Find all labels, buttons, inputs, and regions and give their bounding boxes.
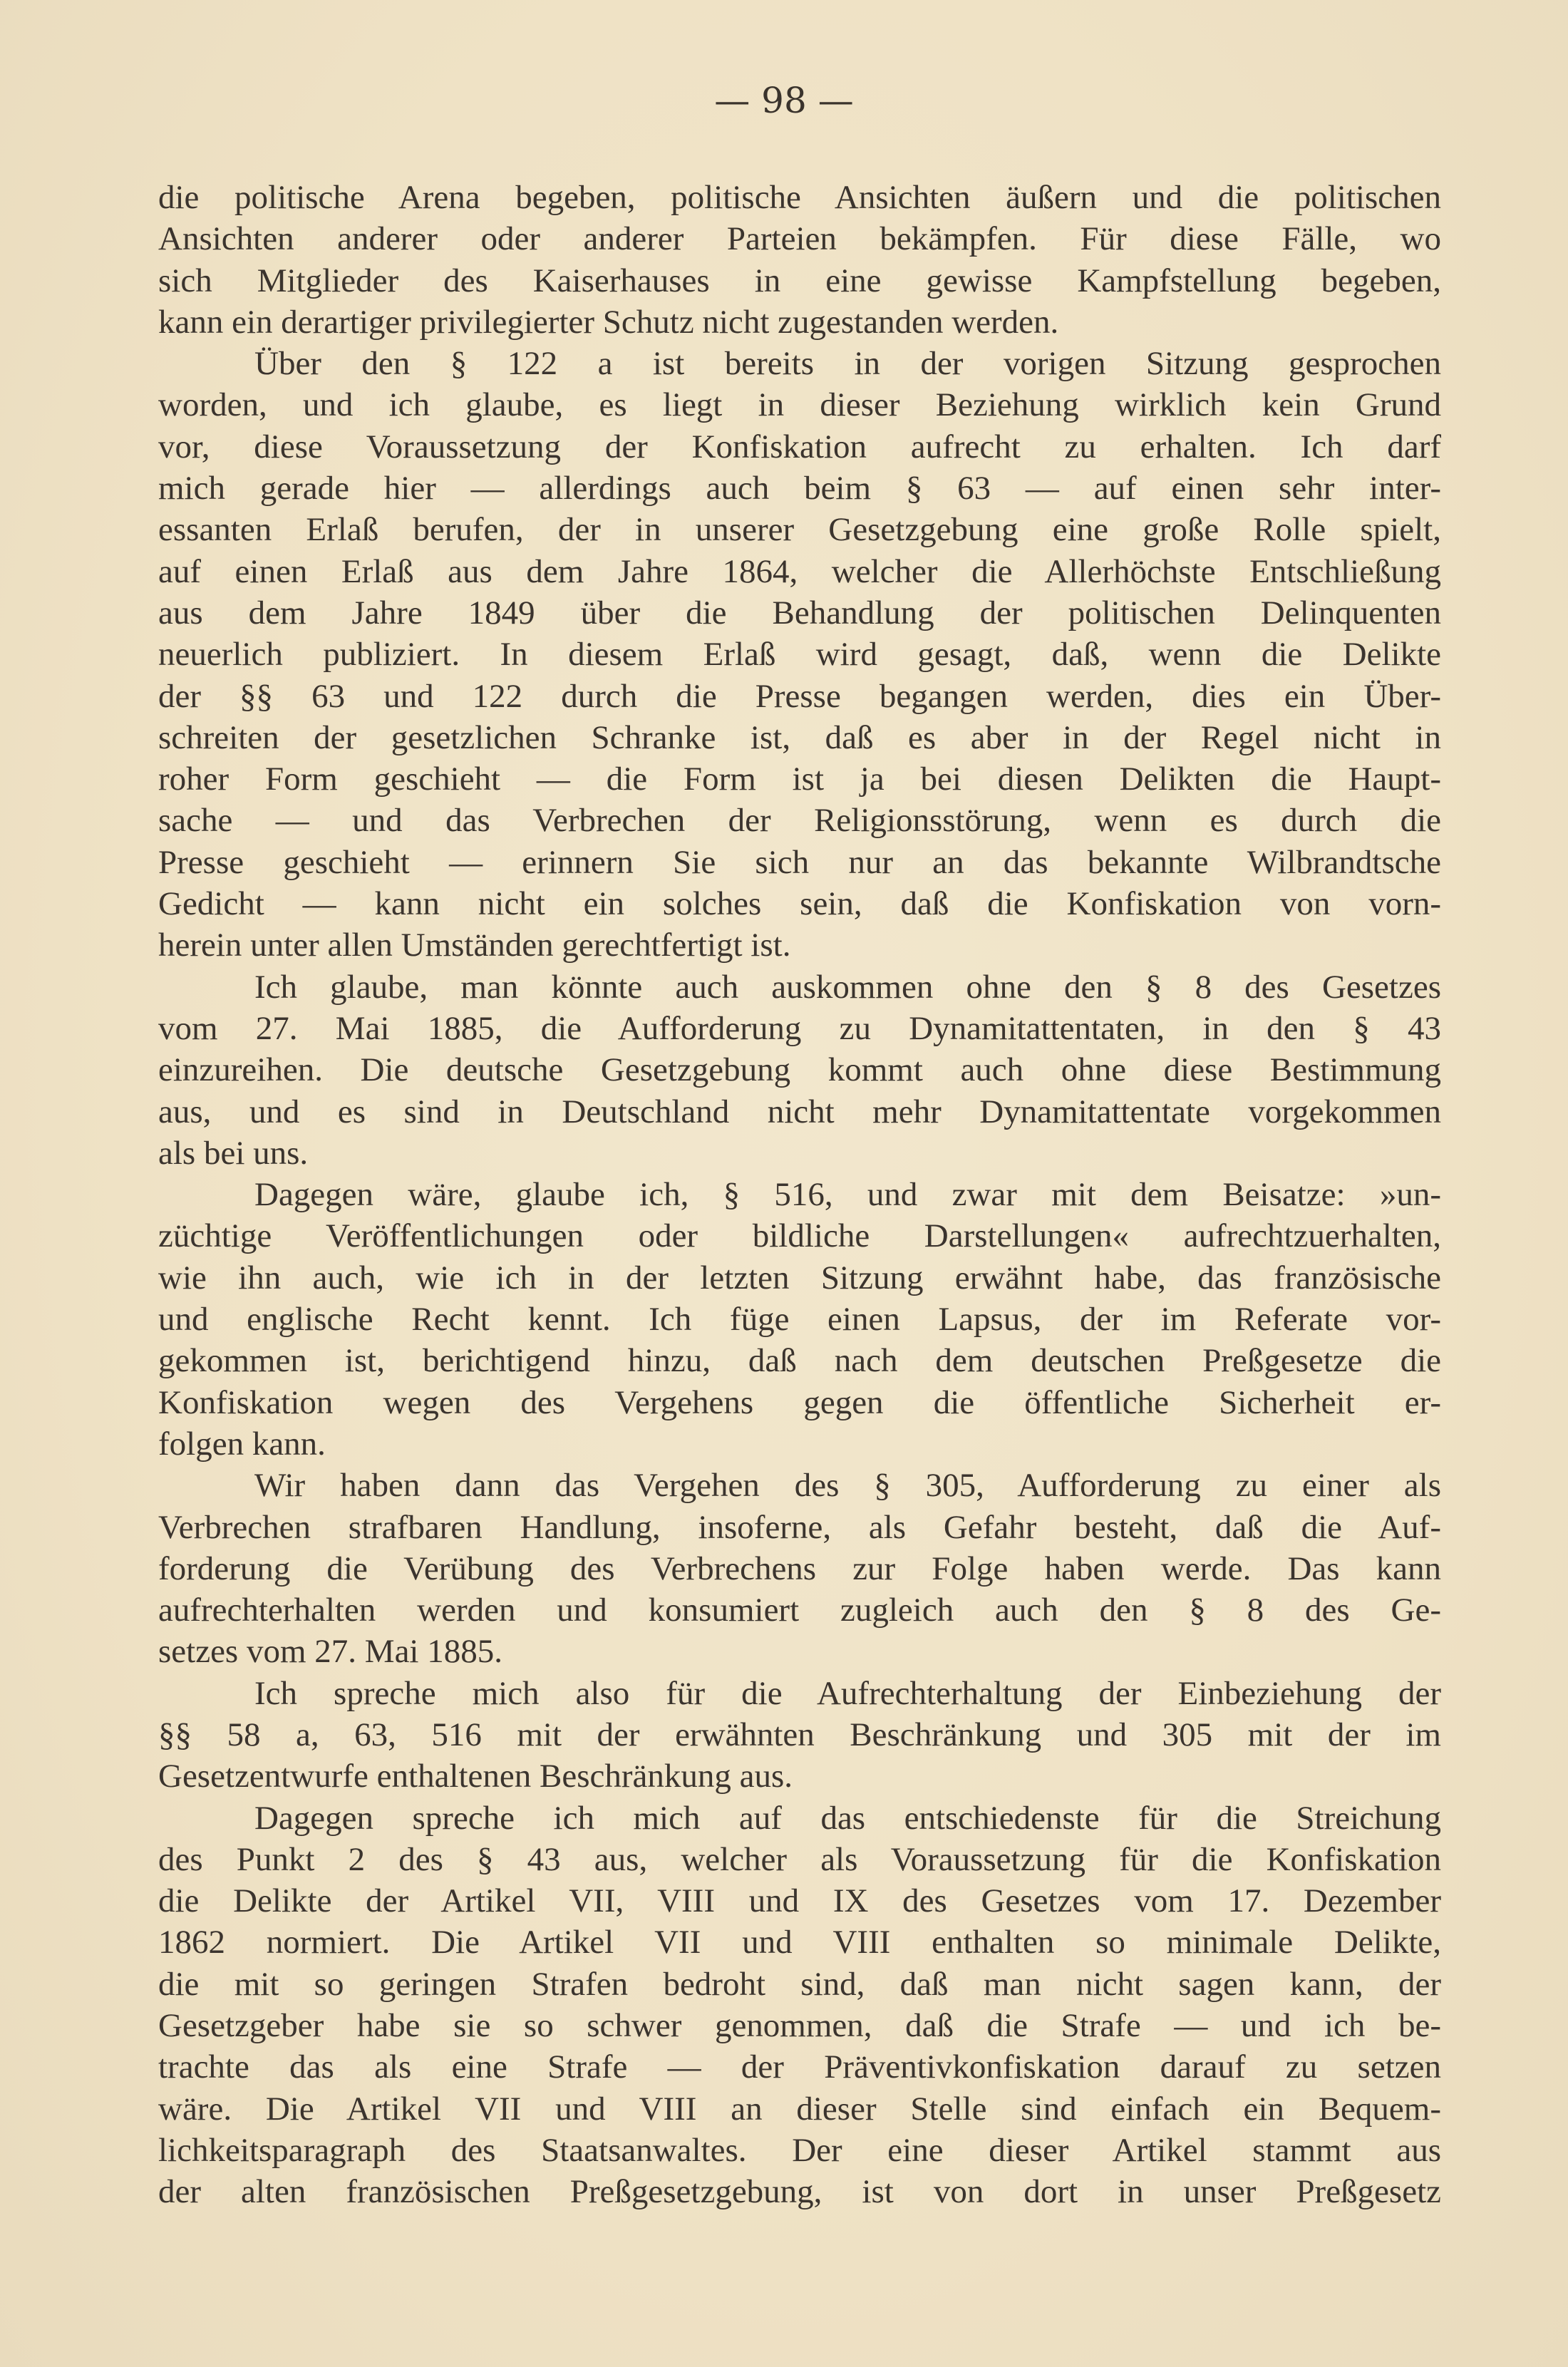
text-line: mich gerade hier — allerdings auch beim § 63 — auf einen sehr inter- [158, 470, 1441, 507]
text-line: Verbrechen strafbaren Handlung, insoferne, als Gefahr besteht, daß die Auf- [158, 1508, 1441, 1546]
text-line: Dagegen spreche ich mich auf das entschiedenste für die Streichung [254, 1799, 1441, 1837]
text-line: auf einen Erlaß aus dem Jahre 1864, welcher die Allerhöchste Entschließung [158, 552, 1441, 590]
text-line: 1862 normiert. Die Artikel VII und VIII enthalten so minimale Delikte, [158, 1924, 1441, 1961]
text-line: sich Mitglieder des Kaiserhauses in eine gewisse Kampfstellung begeben, [158, 262, 1441, 299]
text-line: und englische Recht kennt. Ich füge einen Lapsus, der im Referate vor- [158, 1301, 1441, 1339]
text-line: aus dem Jahre 1849 über die Behandlung der politischen Delinquenten [158, 594, 1441, 631]
body-text [158, 177, 1441, 2213]
text-line: aus, und es sind in Deutschland nicht mehr Dynamitattentate vorgekommen [158, 1093, 1441, 1130]
text-line: der §§ 63 und 122 durch die Presse begangen werden, dies ein Über- [158, 677, 1441, 715]
text-line: worden, und ich glaube, es liegt in dieser Beziehung wirklich kein Grund [158, 386, 1441, 424]
text-line: die politische Arena begeben, politische Ansichten äußern und die politischen [158, 179, 1441, 216]
text-line: kann ein derartiger privilegierter Schutz nicht zugestanden werden. [158, 303, 1059, 341]
text-line: §§ 58 a, 63, 516 mit der erwähnten Beschränkung und 305 mit der im [158, 1716, 1441, 1753]
text-line: Ansichten anderer oder anderer Parteien bekämpfen. Für diese Fälle, wo [158, 220, 1441, 258]
text-line: folgen kann. [158, 1425, 326, 1463]
text-line: neuerlich publiziert. In diesem Erlaß wird gesagt, daß, wenn die Delikte [158, 636, 1441, 674]
text-line: setzes vom 27. Mai 1885. [158, 1633, 502, 1671]
text-line: Dagegen wäre, glaube ich, § 516, und zwar mit dem Beisatze: »un- [254, 1176, 1441, 1214]
text-line: Ich spreche mich also für die Aufrechterhaltung der Einbeziehung der [254, 1674, 1441, 1712]
text-line: Über den § 122 a ist bereits in der vorigen Sitzung gesprochen [254, 345, 1441, 383]
text-line: der alten französischen Preßgesetzgebung, ist von dort in unser Preßgesetz [158, 2173, 1441, 2211]
text-line: wie ihn auch, wie ich in der letzten Sitzung erwähnt habe, das französische [158, 1259, 1441, 1296]
text-line: lichkeitsparagraph des Staatsanwaltes. Der eine dieser Artikel stammt aus [158, 2131, 1441, 2169]
text-line: sache — und das Verbrechen der Religionsstörung, wenn es durch die [158, 802, 1441, 840]
text-line: die Delikte der Artikel VII, VIII und IX des Gesetzes vom 17. Dezember [158, 1882, 1441, 1920]
text-line: als bei uns. [158, 1134, 309, 1172]
text-line: Wir haben dann das Vergehen des § 305, Aufforderung zu einer als [254, 1467, 1441, 1505]
text-line: gekommen ist, berichtigend hinzu, daß nach dem deutschen Preßgesetze die [158, 1342, 1441, 1380]
text-line: schreiten der gesetzlichen Schranke ist, daß es aber in der Regel nicht in [158, 718, 1441, 756]
text-line: Ich glaube, man könnte auch auskommen ohne den § 8 des Gesetzes [254, 968, 1441, 1006]
text-line: herein unter allen Umständen gerechtfertigt ist. [158, 927, 791, 964]
text-line: Gedicht — kann nicht ein solches sein, daß die Konfiskation von vorn- [158, 885, 1441, 923]
text-line: die mit so geringen Strafen bedroht sind, daß man nicht sagen kann, der [158, 1965, 1441, 2003]
text-line: essanten Erlaß berufen, der in unserer Gesetzgebung eine große Rolle spielt, [158, 511, 1441, 549]
text-line: vor, diese Voraussetzung der Konfiskation aufrecht zu erhalten. Ich darf [158, 428, 1441, 465]
text-line: roher Form geschieht — die Form ist ja bei diesen Delikten die Haupt- [158, 760, 1441, 798]
text-line: züchtige Veröffentlichungen oder bildliche Darstellungen« aufrechtzuerhalten, [158, 1217, 1441, 1255]
text-line: Konfiskation wegen des Vergehens gegen die öffentliche Sicherheit er- [158, 1383, 1441, 1421]
text-line: aufrechterhalten werden und konsumiert zugleich auch den § 8 des Ge- [158, 1592, 1441, 1629]
text-line: vom 27. Mai 1885, die Aufforderung zu Dynamitattentaten, in den § 43 [158, 1009, 1441, 1047]
text-line: Presse geschieht — erinnern Sie sich nur an das bekannte Wilbrandtsche [158, 843, 1441, 881]
text-line: einzureihen. Die deutsche Gesetzgebung kommt auch ohne diese Bestimmung [158, 1051, 1441, 1089]
text-line: Gesetzgeber habe sie so schwer genommen, daß die Strafe — und ich be- [158, 2007, 1441, 2045]
text-line: forderung die Verübung des Verbrechens zur Folge haben werde. Das kann [158, 1549, 1441, 1587]
text-line: wäre. Die Artikel VII und VIII an dieser Stelle sind einfach ein Bequem- [158, 2090, 1441, 2128]
page-number: — 98 — [714, 80, 854, 121]
text-line: trachte das als eine Strafe — der Präventivkonfiskation darauf zu setzen [158, 2048, 1441, 2086]
text-line: des Punkt 2 des § 43 aus, welcher als Voraussetzung für die Konfiskation [158, 1840, 1441, 1878]
text-line: Gesetzentwurfe enthaltenen Beschränkung aus. [158, 1758, 793, 1795]
